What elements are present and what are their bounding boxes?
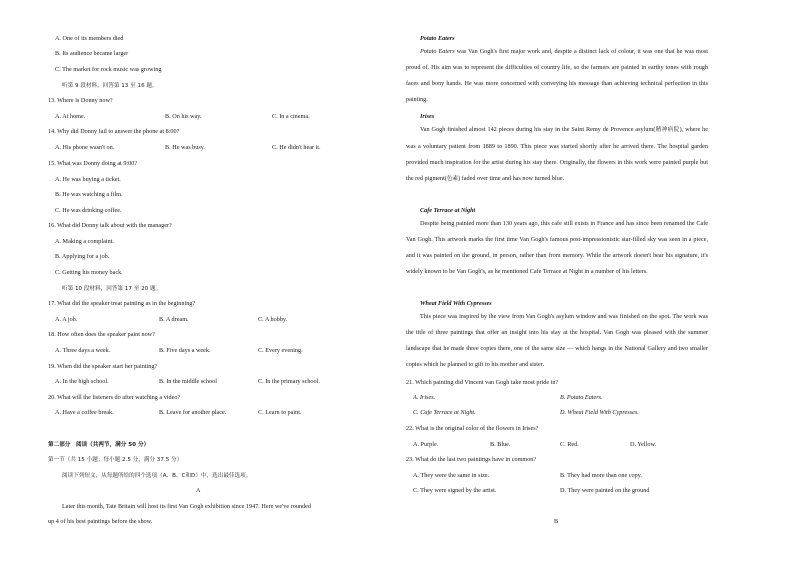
q23-option-a: A. They were the same in size.: [413, 472, 490, 479]
listening-instruction-10: 听第 10 段材料，回答第 17 至 20 题。: [62, 286, 162, 292]
passage-b-label: B: [554, 518, 559, 525]
q14-stem: 14. Why did Donny fail to answer the phone at 8:00?: [48, 128, 180, 135]
passage-a-label: A: [196, 487, 201, 494]
q13-option-b: B. On his way.: [165, 113, 202, 120]
irises-text-c: ) faded over time and has now turned blue.: [458, 174, 565, 182]
q22-stem: 22. What is the original color of the flowers in Irises?: [406, 425, 539, 432]
passage-a-line-2: up 4 of his best paintings before the show.: [48, 518, 153, 525]
q18-stem: 18. How often does the speaker paint now?: [48, 331, 155, 338]
q18-option-a: A. Three days a week.: [55, 347, 111, 354]
passage-a-line-1: Later this month, Tate Britain will host its first Van Gogh exhibition since 1947. Here we've rounded: [62, 503, 311, 510]
q23-option-c: C. They were signed by the artist.: [413, 487, 497, 494]
q20-option-c: C. Learn to paint.: [258, 409, 302, 416]
q22-option-b: B. Blue.: [490, 441, 511, 448]
q17-option-a: A. A job.: [55, 316, 78, 323]
q21-stem: 21. Which painting did Vincent van Gogh take most pride in?: [406, 379, 559, 386]
q13-option-a: A. At home.: [55, 113, 86, 120]
q23-option-d: D. They were painted on the ground: [560, 487, 650, 494]
q20-option-a: A. Have a coffee break.: [55, 409, 114, 416]
q15-option-c: C. He was drinking coffee.: [55, 207, 122, 214]
q16-stem: 16. What did Donny talk about with the manager?: [48, 222, 172, 229]
irises-gloss-pigment: 色素: [446, 175, 459, 182]
q19-option-c: C. In the primary school.: [258, 378, 320, 385]
q13-option-c: C. In a cinema.: [272, 113, 310, 120]
q12-option-c: C. The market for rock music was growing: [55, 66, 162, 73]
q12-option-a: A. One of its members died: [55, 35, 124, 42]
q21-option-a: A. Irises.: [413, 394, 436, 401]
q19-stem: 19. When did the speaker start her painting?: [48, 363, 158, 370]
q22-option-a: A. Purple.: [413, 441, 439, 448]
q20-stem: 20. What will the listeners do after watching a video?: [48, 394, 181, 401]
q13-stem: 13. Where is Donny now?: [48, 97, 113, 104]
q15-option-a: A. He was buying a ticket.: [55, 176, 121, 183]
q19-option-b: B. In the middle school: [159, 378, 217, 385]
q15-stem: 15. What was Donny doing at 9:00?: [48, 160, 138, 167]
q21-option-b: B. Potato Eaters.: [560, 394, 603, 401]
q21-option-c: C. Cafe Terrace at Night.: [413, 409, 476, 416]
q17-option-c: C. A hobby.: [258, 316, 288, 323]
q14-option-c: C. He didn't hear it.: [272, 144, 321, 151]
q19-option-a: A. In the high school.: [55, 378, 109, 385]
potato-eaters-lead: Potato Eaters: [420, 48, 455, 55]
cafe-terrace-heading: Cafe Terrace at Night: [420, 207, 476, 214]
q14-option-b: B. He was busy.: [165, 144, 205, 151]
q23-option-b: B. They had more than one copy.: [560, 472, 642, 479]
potato-eaters-paragraph: [406, 44, 708, 108]
q15-option-b: B. He was watching a film.: [55, 191, 123, 198]
q16-option-a: A. Making a complaint.: [55, 238, 114, 245]
q22-option-c: C. Red.: [560, 441, 579, 448]
potato-eaters-text: was Van Gogh's first major work and, despite a distinct lack of colour, it was one that he was most proud of. His aim was to represent the difficulties of country life, so the farmers are painted in earthy tones with rough faces and bony hands. He was more concerned with conveying his message than achieving technical perfection in this painting.: [406, 48, 709, 103]
irises-text-b: ), where he was a voluntary patient from 1889 to 1890. This piece was started shortly after he arrived there. The hospital garden provided much inspiration for the artist during his stay there. Originally, the flowers in this work were painted purple but the red pigment(: [406, 126, 708, 182]
cafe-terrace-paragraph: Despite being painted more than 130 years ago, this cafe still exists in France and has since been renamed the Cafe Van Gogh. This artwork marks the first time Van Gogh's famous post-impressionistic star-filled sky was seen in a piece, and it was painted on the ground, in person, rather than from memory. While the artwork doesn't bear his signature, it's widely known to be Van Gogh's, as he mentioned Cafe Terrace at Night in a number of his letters.: [406, 220, 708, 275]
part2-title: 第二部分 阅读（共两节，满分 50 分）: [48, 442, 150, 448]
q18-option-c: C. Every evening.: [258, 347, 303, 354]
q16-option-b: B. Applying for a job.: [55, 253, 110, 260]
q21-option-d: D. Wheat Field With Cypresses.: [560, 409, 639, 416]
q17-option-b: B. A dream.: [159, 316, 189, 323]
q14-option-a: A. His phone wasn't on.: [55, 144, 115, 151]
q12-option-b: B. Its audience became larger: [55, 50, 129, 57]
potato-eaters-heading: Potato Eaters: [420, 35, 455, 42]
q23-stem: 23. What do the last two paintings have in common?: [406, 456, 537, 463]
wheat-field-paragraph: This piece was inspired by the view from Van Gogh's asylum window and was finished on the spot. The work was the title of three paintings that offer an insight into his stay at the hospital. Van Gogh was pleased with the summer landscape that he made three copies there, one of the same size — which hangs in the National Gallery and two smaller copies which he planned to gift to his mother and sister.: [406, 313, 708, 368]
q22-option-d: D. Yellow.: [630, 441, 657, 448]
wheat-field-heading: Wheat Field With Cypresses: [420, 300, 492, 307]
listening-instruction-9: 听第 9 段材料，回答第 13 至 16 题。: [62, 83, 158, 89]
q18-option-b: B. Five days a week.: [159, 347, 211, 354]
section1-instruction: 阅读下列短文，从每题所给的四个选项（A、B、C和D）中，选出最佳选项。: [62, 473, 252, 479]
irises-text-a: Van Gogh finished almost 142 pieces during his stay in the Saint Remy de Provence asylum(: [420, 126, 656, 133]
q20-option-b: B. Leave for another place.: [159, 409, 227, 416]
irises-gloss-asylum: 精神病院: [655, 127, 680, 133]
section1-heading: 第一节（共 15 小题；每小题 2.5 分，满分 37.5 分）: [48, 457, 183, 463]
irises-paragraph: [406, 122, 708, 188]
q17-stem: 17. What did the speaker treat painting as in the beginning?: [48, 300, 196, 307]
irises-heading: Irises: [420, 113, 435, 120]
q16-option-c: C. Getting his money back.: [55, 269, 123, 276]
